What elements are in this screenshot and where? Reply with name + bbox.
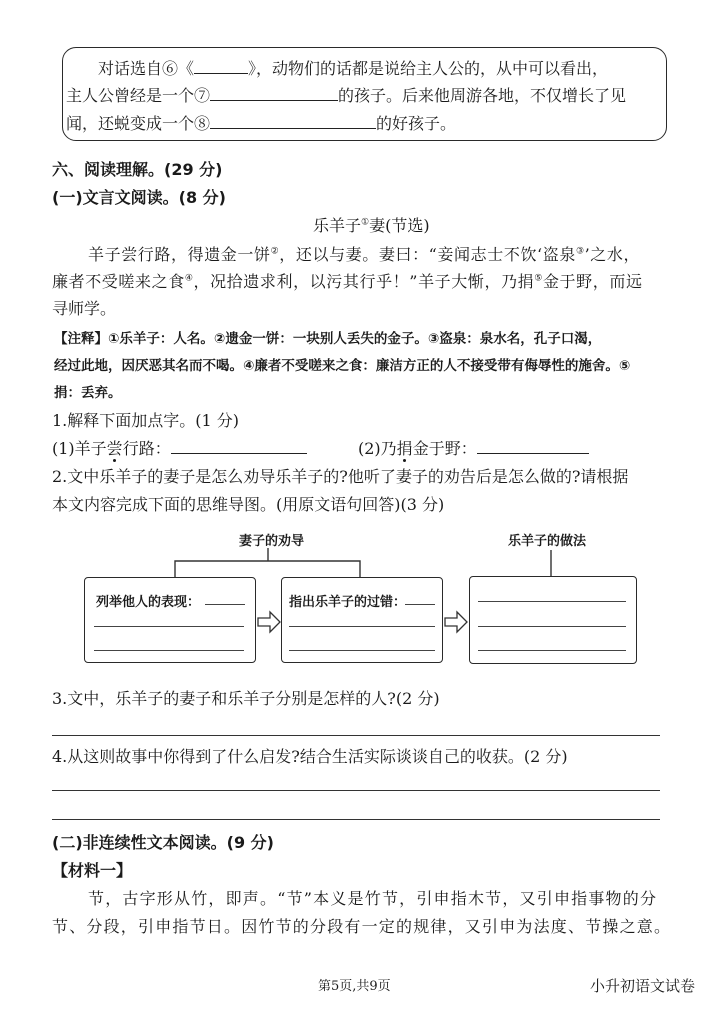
question-3: 3.文中，乐羊子的妻子和乐羊子分别是怎样的人?(2 分) (52, 689, 440, 708)
passage-text: ，还以与妻。妻曰：“妾闻志士不饮‘盗泉 (279, 245, 576, 264)
question-1: 1.解释下面加点字。(1 分) (52, 411, 240, 430)
footnote-mark: ① (361, 217, 370, 228)
passage-text: 廉者不受嗟来之食 (52, 272, 185, 291)
passage-title-text: 乐羊子 (313, 216, 362, 235)
exam-title: 小升初语文试卷 (590, 977, 696, 995)
footnote-mark: ④ (184, 273, 194, 284)
mindmap-box-2-label: 指出乐羊子的过错： (289, 595, 407, 610)
passage-text: 金于野，而远 (542, 272, 643, 291)
mindmap-label-right: 乐羊子的做法 (508, 534, 587, 549)
question-4: 4.从这则故事中你得到了什么启发?结合生活实际谈谈自己的收获。(2 分) (52, 747, 568, 766)
intro-text: 对话选自⑥《 (98, 59, 195, 78)
part-one-heading: (一)文言文阅读。(8 分) (52, 188, 226, 207)
answer-line-q3[interactable] (52, 735, 660, 736)
box-3-answer-line[interactable] (478, 626, 626, 627)
box-2-answer-line[interactable] (405, 604, 435, 605)
q1b-text: (2)乃 (358, 439, 397, 458)
box-2-answer-line[interactable] (289, 650, 435, 651)
passage-text: ，况拾遗求利，以污其行乎！”羊子大惭，乃捐 (193, 272, 535, 291)
passage-line-3: 寻师学。 (52, 299, 117, 318)
passage-text: ’之水， (584, 245, 641, 264)
material-one-label: 【材料一】 (52, 861, 133, 880)
bracket-connector (175, 561, 360, 578)
dotted-char: 捐 (396, 439, 413, 458)
box-1-answer-line[interactable] (205, 604, 245, 605)
passage-title-text: 妻(节选) (369, 216, 430, 235)
mindmap-label-left: 妻子的劝导 (239, 534, 305, 549)
footnote-mark: ⑤ (534, 273, 543, 284)
q1a-text: (1)羊子 (52, 439, 107, 458)
annotation-line-3: 捐：丢弃。 (54, 385, 122, 401)
material-one-line-2: 节、分段，引申指节日。因竹节的分段有一定的规律，又引申为法度、节操之意。 (52, 917, 672, 936)
intro-text: 的孩子。后来他周游各地，不仅增长了见 (338, 86, 627, 105)
q1a-text: 行路： (122, 439, 171, 458)
page-number: 第5页,共9页 (318, 979, 391, 994)
intro-text: 闻，还蜕变成一个⑧ (66, 114, 211, 133)
mindmap-box-1-label: 列举他人的表现： (96, 595, 201, 610)
footnote-mark: ② (270, 246, 280, 257)
arrow-icon (445, 612, 467, 632)
material-one-line-1: 节，古字形从竹，即声。“节”本义是竹节，引申指木节，又引申指事物的分 (88, 889, 658, 908)
intro-text: 的好孩子。 (376, 114, 457, 133)
q1b-text: 金于野： (412, 439, 477, 458)
dotted-char: 尝 (106, 439, 123, 458)
box-3-answer-line[interactable] (478, 650, 626, 651)
footnote-mark: ③ (575, 246, 585, 257)
arrow-icon (258, 612, 280, 632)
answer-line-q4[interactable] (52, 819, 660, 820)
box-2-answer-line[interactable] (289, 626, 435, 627)
annotation-line-1: 【注释】①乐羊子：人名。②遗金一饼：一块别人丢失的金子。③盗泉：泉水名，孔子口渴， (54, 331, 602, 347)
box-3-answer-line[interactable] (478, 601, 626, 602)
annotation-line-2: 经过此地，因厌恶其名而不喝。④廉者不受嗟来之食：廉洁方正的人不接受带有侮辱性的施舍。⑤ (54, 358, 631, 374)
box-1-answer-line[interactable] (94, 650, 244, 651)
question-2-line-1: 2.文中乐羊子的妻子是怎么劝导乐羊子的?他听了妻子的劝告后是怎么做的?请根据 (52, 467, 629, 486)
section-six-title: 六、阅读理解。(29 分) (52, 160, 223, 179)
answer-line-q4[interactable] (52, 790, 660, 791)
question-2-line-2: 本文内容完成下面的思维导图。(用原文语句回答)(3 分) (52, 495, 445, 514)
part-two-heading: (二)非连续性文本阅读。(9 分) (52, 833, 274, 852)
passage-text: 羊子尝行路，得遗金一饼 (88, 245, 271, 264)
intro-text: 主人公曾经是一个⑦ (66, 86, 211, 105)
intro-text: 》，动物们的话都是说给主人公的，从中可以看出， (248, 59, 609, 78)
box-1-answer-line[interactable] (94, 626, 244, 627)
